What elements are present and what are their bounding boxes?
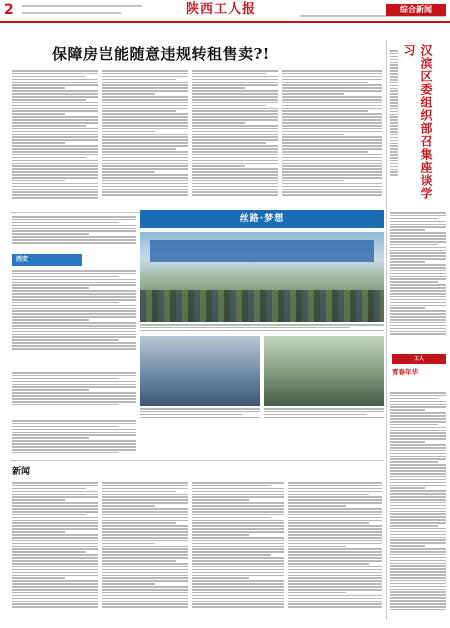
side-headline: 汉滨区委组织部召集座谈学习 [402,44,433,200]
lead-column-2 [102,70,188,210]
event-photo-caption [140,324,384,334]
side-column-text-left [390,50,398,200]
lead-column-3 [192,70,278,210]
page-date-bar [22,10,132,16]
bottom-column-4 [288,482,382,622]
photo-left-caption [140,408,260,422]
left-story-3-text [12,420,136,460]
newspaper-brand: 陕西工人报 [186,2,257,17]
column-rule [386,40,387,620]
photo-right-caption [264,408,384,422]
masthead-rule [0,21,450,23]
left-story-2-text [12,372,136,412]
lead-column-4 [282,70,382,210]
photo-right [264,336,384,406]
right-column-lower-text [390,392,446,622]
masthead [0,0,450,24]
photo-left [140,336,260,406]
bottom-story-title: 新闻 [12,467,31,477]
right-column-title: 青春年华 [392,368,418,376]
side-column-text [390,212,446,348]
box-story-label: 西安 [12,254,82,266]
bottom-section-rule [10,460,384,461]
lead-headline: 保障房岂能随意违规转租售卖?! [52,45,270,63]
section-tag: 综合新闻 [386,4,446,16]
photo-banner-title: 丝路·梦想 [239,214,285,224]
bottom-column-1 [12,482,98,622]
bottom-column-3 [192,482,284,622]
page-meta-bar [22,3,142,9]
lead-column-1 [12,70,98,210]
right-column-tag: 工人 [392,354,446,364]
bottom-column-2 [102,482,188,622]
left-upper-text [12,216,136,250]
box-story-text [12,270,136,360]
event-photo-stage [150,240,374,262]
event-photo-crowd [140,290,384,322]
page-number: 2 [4,2,14,18]
